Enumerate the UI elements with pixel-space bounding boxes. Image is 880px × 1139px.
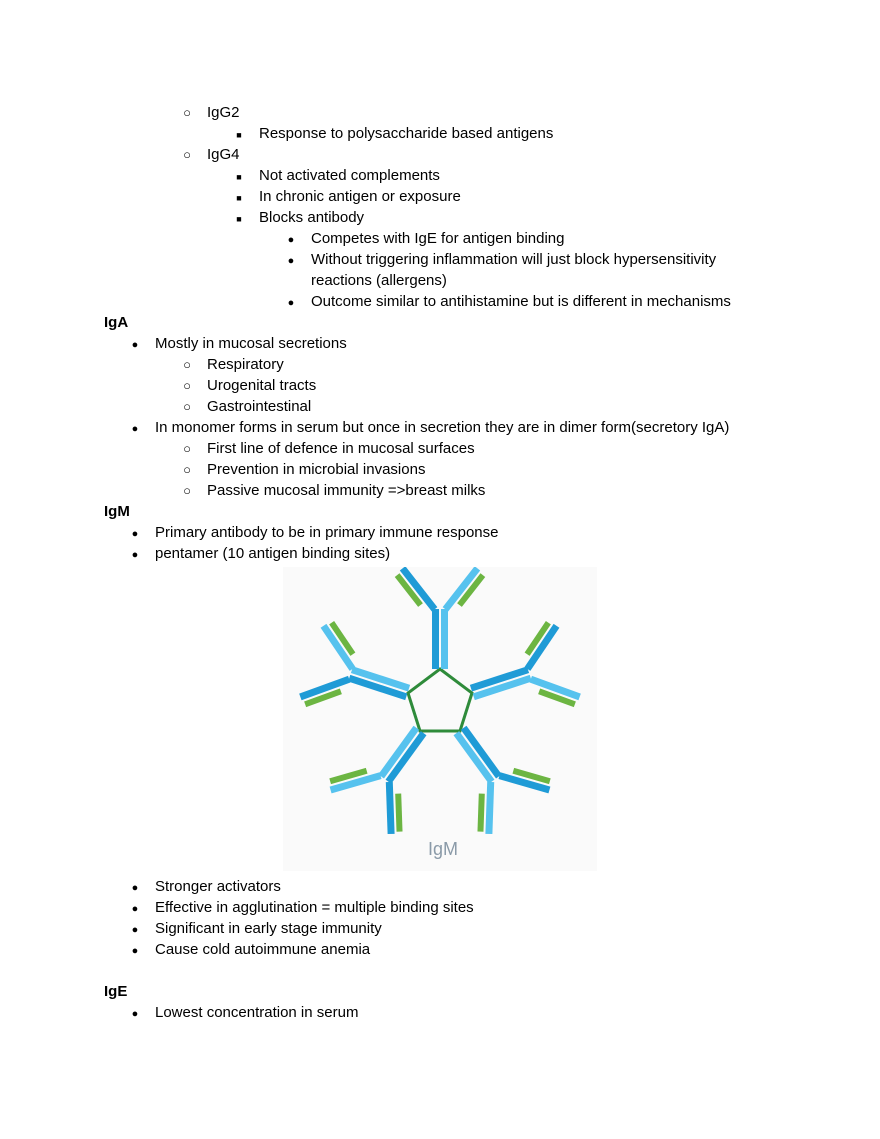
section-heading-ige: IgE bbox=[104, 983, 128, 1000]
bullet bbox=[128, 939, 142, 962]
bullet bbox=[128, 897, 142, 920]
disulfide-ring bbox=[408, 669, 472, 731]
igm-pentamer-figure bbox=[283, 567, 597, 871]
bullet bbox=[180, 396, 194, 417]
bullet bbox=[232, 207, 246, 230]
bullet bbox=[232, 165, 246, 188]
monomer-1 bbox=[394, 567, 487, 669]
bullet bbox=[180, 375, 194, 396]
monomer-4 bbox=[322, 703, 458, 841]
bullet bbox=[128, 918, 142, 941]
bullet bbox=[232, 123, 246, 146]
bullet bbox=[128, 543, 142, 566]
section-heading-igm: IgM bbox=[104, 503, 130, 520]
bullet bbox=[128, 333, 142, 356]
bullet bbox=[180, 102, 194, 123]
bullet bbox=[284, 228, 298, 251]
bullet bbox=[180, 438, 194, 459]
bullet bbox=[128, 876, 142, 899]
bullet bbox=[180, 459, 194, 480]
monomer-5 bbox=[296, 617, 423, 737]
bullet bbox=[232, 186, 246, 209]
bullet bbox=[128, 1002, 142, 1025]
igm-pentamer-diagram bbox=[283, 567, 597, 871]
figure-label: IgM bbox=[427, 839, 459, 859]
bullet bbox=[180, 480, 194, 501]
bullet bbox=[180, 354, 194, 375]
bullet bbox=[128, 522, 142, 545]
monomer-2 bbox=[458, 617, 585, 737]
bullet bbox=[180, 144, 194, 165]
bullet bbox=[284, 291, 298, 314]
bullet bbox=[128, 417, 142, 440]
section-heading-iga: IgA bbox=[104, 314, 129, 331]
bullet bbox=[284, 249, 298, 272]
monomer-3 bbox=[422, 703, 558, 841]
